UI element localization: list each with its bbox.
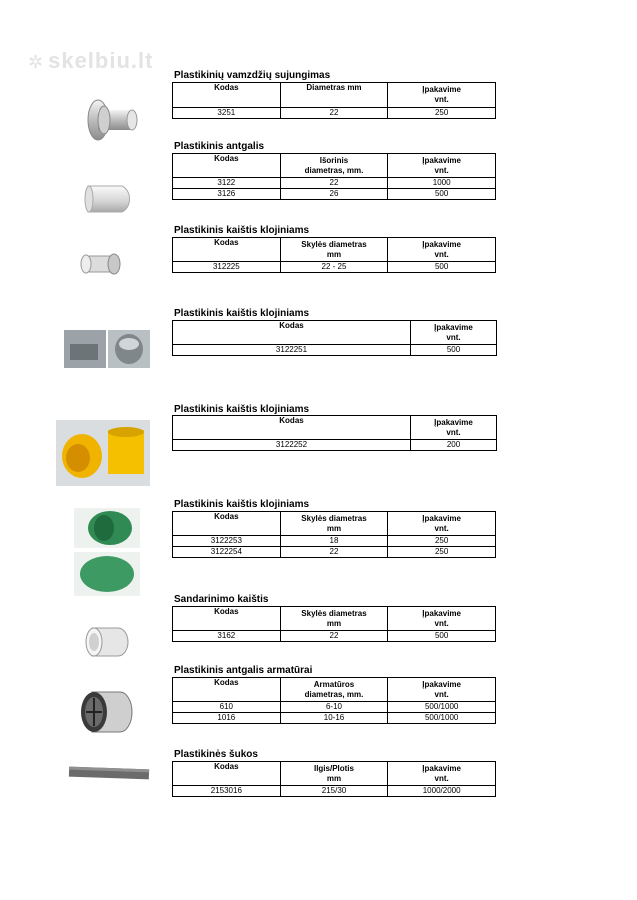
table-cell: 250 [388, 547, 496, 558]
spec-table [172, 415, 497, 451]
table-row [173, 440, 497, 451]
table-header-row [173, 416, 497, 440]
table-cell: 250 [388, 108, 496, 119]
table-cell: 312225 [173, 262, 281, 273]
table-row [173, 345, 497, 356]
header-cell: Kodas [173, 678, 281, 702]
header-cell: Kodas [173, 607, 281, 631]
table-row [173, 713, 496, 724]
table-row [173, 631, 496, 642]
table-cell: 500 [388, 631, 496, 642]
table-cell: 215/30 [280, 786, 388, 797]
table-header-row [173, 512, 496, 536]
table-header-row [173, 678, 496, 702]
table-row [173, 108, 496, 119]
yellow-plug-photo [56, 420, 150, 486]
spec-table [172, 606, 496, 642]
spec-table [172, 153, 496, 200]
table-cell: 500 [388, 262, 496, 273]
table-cell: 250 [388, 536, 496, 547]
header-cell: Įpakavime vnt. [411, 416, 497, 440]
formwork-plug-photo [64, 330, 150, 368]
table-header-row [173, 762, 496, 786]
table-cell: 18 [280, 536, 388, 547]
table-cell: 3251 [173, 108, 281, 119]
header-cell: Diametras mm [280, 83, 388, 108]
table-cell: 2153016 [173, 786, 281, 797]
table-cell: 3162 [173, 631, 281, 642]
table-cell: 1000 [388, 178, 496, 189]
header-cell: Įpakavime vnt. [388, 83, 496, 108]
table-row [173, 702, 496, 713]
table-cell: 1000/2000 [388, 786, 496, 797]
table-row [173, 262, 496, 273]
table-cell: 500 [388, 189, 496, 200]
table-header-row [173, 238, 496, 262]
spec-table [172, 320, 497, 356]
header-cell: Įpakavime vnt. [388, 762, 496, 786]
section-title: Plastikinis kaištis klojiniams [174, 225, 310, 236]
section-title: Plastikinių vamzdžių sujungimas [174, 70, 331, 81]
table-cell: 3122 [173, 178, 281, 189]
watermark-logo: ✲ skelbiu.lt [28, 48, 154, 73]
header-cell: Ilgis/Plotis mm [280, 762, 388, 786]
table-cell: 500/1000 [388, 713, 496, 724]
table-cell: 22 [280, 547, 388, 558]
plastic-comb-image [68, 765, 150, 781]
end-cap-image [84, 180, 136, 214]
table-header-row [173, 321, 497, 345]
table-cell: 500/1000 [388, 702, 496, 713]
header-cell: Kodas [173, 321, 411, 345]
header-cell: Įpakavime vnt. [411, 321, 497, 345]
spec-table [172, 677, 496, 724]
spec-table [172, 82, 496, 119]
table-cell: 6-10 [280, 702, 388, 713]
header-cell: Išorinis diametras, mm. [280, 154, 388, 178]
section-title: Plastikinis antgalis [174, 141, 265, 152]
spec-table [172, 511, 496, 558]
section-title: Plastikinis kaištis klojiniams [174, 499, 310, 510]
formwork-plug-image [80, 250, 122, 278]
table-header-row [173, 154, 496, 178]
spec-table [172, 237, 496, 273]
table-cell: 500 [411, 345, 497, 356]
section-title: Sandarinimo kaištis [174, 594, 269, 605]
header-cell: Armatūros diametras, mm. [280, 678, 388, 702]
watermark-dots-icon: ✲ [28, 52, 45, 72]
table-cell: 3122253 [173, 536, 281, 547]
table-header-row [173, 607, 496, 631]
header-cell: Kodas [173, 416, 411, 440]
table-row [173, 178, 496, 189]
section-title: Plastikinis kaištis klojiniams [174, 404, 310, 415]
spec-table [172, 761, 496, 797]
table-cell: 3122254 [173, 547, 281, 558]
header-cell: Skylės diametras mm [280, 238, 388, 262]
header-cell: Kodas [173, 83, 281, 108]
header-cell: Įpakavime vnt. [388, 607, 496, 631]
section-title: Plastikinis antgalis armatūrai [174, 665, 313, 676]
table-cell: 22 - 25 [280, 262, 388, 273]
header-cell: Skylės diametras mm [280, 512, 388, 536]
table-cell: 3122252 [173, 440, 411, 451]
table-row [173, 786, 496, 797]
table-cell: 22 [280, 108, 388, 119]
header-cell: Skylės diametras mm [280, 607, 388, 631]
table-cell: 10-16 [280, 713, 388, 724]
header-cell: Kodas [173, 154, 281, 178]
sealing-plug-image [84, 622, 130, 662]
header-cell: Įpakavime vnt. [388, 238, 496, 262]
table-cell: 3122251 [173, 345, 411, 356]
table-cell: 22 [280, 178, 388, 189]
header-cell: Įpakavime vnt. [388, 154, 496, 178]
table-cell: 26 [280, 189, 388, 200]
header-cell: Įpakavime vnt. [388, 512, 496, 536]
table-row [173, 189, 496, 200]
table-row [173, 547, 496, 558]
table-cell: 200 [411, 440, 497, 451]
green-plug-photos [74, 508, 140, 596]
header-cell: Kodas [173, 238, 281, 262]
rebar-cap-image [78, 688, 134, 736]
section-title: Plastikinis kaištis klojiniams [174, 308, 310, 319]
table-header-row [173, 83, 496, 108]
section-title: Plastikinės šukos [174, 749, 258, 760]
table-cell: 22 [280, 631, 388, 642]
table-cell: 1016 [173, 713, 281, 724]
header-cell: Įpakavime vnt. [388, 678, 496, 702]
header-cell: Kodas [173, 762, 281, 786]
table-row [173, 536, 496, 547]
header-cell: Kodas [173, 512, 281, 536]
table-cell: 610 [173, 702, 281, 713]
pipe-connector-image [82, 96, 142, 144]
table-cell: 3126 [173, 189, 281, 200]
